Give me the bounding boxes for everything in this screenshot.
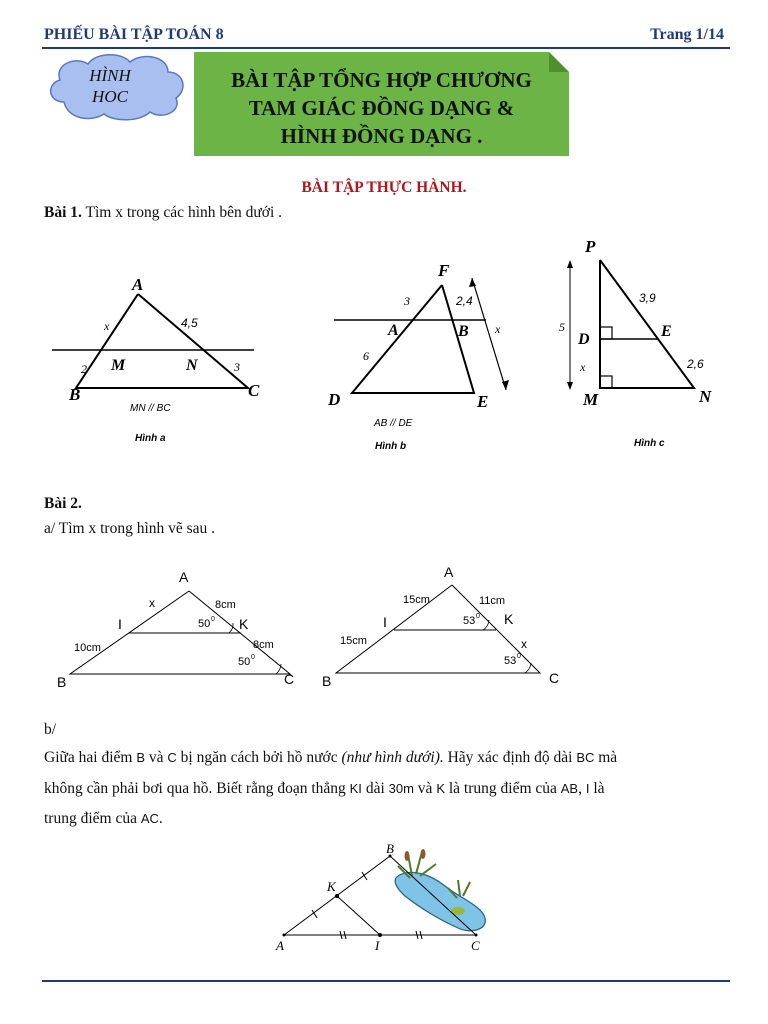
fig-d-deg2: 0 <box>251 654 255 661</box>
footer-rule <box>42 980 730 982</box>
fig-c-D: D <box>578 331 590 348</box>
fig-e-B: B <box>322 673 332 689</box>
fig-d-angle1: 50 <box>198 618 211 630</box>
fig-d-C: C <box>284 671 295 687</box>
fig-b-note: AB // DE <box>374 418 413 429</box>
fig-a-45: 4,5 <box>181 316 198 330</box>
fig-b-F: F <box>438 261 450 280</box>
fig-b-E: E <box>477 392 489 411</box>
fig-d-angle2: 50 <box>238 656 251 668</box>
figure-a <box>40 270 280 450</box>
fig-a-3: 3 <box>234 360 240 374</box>
fig-d-8a: 8cm <box>215 599 236 611</box>
part-b-line3: trung điểm của AC. <box>44 810 163 827</box>
fig-b-D: D <box>328 390 341 409</box>
fig-e-K: K <box>504 611 514 627</box>
fig-b-caption: Hình b <box>375 441 407 452</box>
cloud-badge <box>42 50 192 122</box>
fig-b-B: B <box>458 323 469 340</box>
fig-c-39: 3,9 <box>639 291 656 305</box>
banner-line1: BÀI TẬP TỔNG HỢP CHƯƠNG <box>231 68 532 92</box>
fig-b-3: 3 <box>404 294 410 308</box>
badge-line2: HOC <box>92 87 128 106</box>
fig-d-K: K <box>239 616 249 632</box>
fig-a-C: C <box>248 381 260 400</box>
fig-e-A: A <box>444 564 454 580</box>
fig-c-triangle <box>600 260 694 388</box>
fig-a-A: A <box>132 275 144 294</box>
figure-d <box>50 560 310 695</box>
lake-K: K <box>327 879 336 894</box>
exercise-1-text: Tìm x trong các hình bên dưới . <box>81 204 283 221</box>
fig-b-measure-line <box>472 278 506 390</box>
fig-e-angle2: 53 <box>504 655 517 667</box>
fig-e-x: x <box>521 637 527 651</box>
fig-e-I: I <box>383 614 387 630</box>
banner-line2: TAM GIÁC ĐỒNG DẠNG & <box>248 96 515 120</box>
fig-c-caption: Hình c <box>634 438 665 449</box>
fig-d-deg1: 0 <box>211 616 215 623</box>
fig-c-M: M <box>583 390 599 409</box>
fig-a-N: N <box>186 357 198 374</box>
fig-c-x: x <box>580 360 586 374</box>
fig-e-15a: 15cm <box>403 594 430 606</box>
figure-b <box>326 258 526 458</box>
fig-b-A: A <box>388 322 399 339</box>
fig-e-C: C <box>549 670 560 686</box>
section-title: BÀI TẬP THỰC HÀNH. <box>301 179 467 196</box>
exercise-2-label: Bài 2. <box>44 495 82 512</box>
lake-KI <box>337 896 380 935</box>
part-b-line1: Giữa hai điểm B và C bị ngăn cách bởi hồ nước (như hình dưới). Hãy xác định độ dài BC mà <box>44 749 618 766</box>
fig-a-x: x <box>104 319 110 333</box>
badge-line1: HÌNH <box>89 66 131 85</box>
fig-c-N: N <box>699 387 712 406</box>
fig-e-15b: 15cm <box>340 635 367 647</box>
fig-b-6: 6 <box>363 349 369 363</box>
fig-c-5: 5 <box>559 320 565 334</box>
fig-a-M: M <box>111 357 126 374</box>
banner-line3: HÌNH ĐỒNG DẠNG . <box>280 124 483 148</box>
title-banner <box>194 52 569 156</box>
fig-a-B: B <box>69 385 81 404</box>
lake-I: I <box>375 938 380 953</box>
page-number: Trang 1/14 <box>650 26 724 43</box>
part-b-label: b/ <box>44 721 57 738</box>
fig-a-2: 2 <box>81 362 87 376</box>
lake-C: C <box>471 938 480 953</box>
fig-a-caption: Hình a <box>135 433 166 444</box>
exercise-2a-text: a/ Tìm x trong hình vẽ sau . <box>44 520 216 537</box>
fig-c-E: E <box>661 323 672 340</box>
fig-c-P: P <box>585 237 596 256</box>
exercise-1-label: Bài 1. <box>44 204 82 221</box>
figure-lake <box>270 838 510 960</box>
fig-b-x: x <box>495 322 501 336</box>
header-rule <box>42 47 730 49</box>
fig-e-11: 11cm <box>479 595 506 607</box>
fig-d-A: A <box>179 569 189 585</box>
fig-d-x: x <box>149 596 155 610</box>
fig-c-26: 2,6 <box>687 357 704 371</box>
fig-d-8b: 8cm <box>253 639 274 651</box>
lake-B: B <box>386 841 394 856</box>
fig-e-deg1: 0 <box>476 613 480 620</box>
part-b-line2: không cần phải bơi qua hồ. Biết rằng đoạn thẳng KI dài 30m và K là trung điểm của AB, I là <box>44 780 605 797</box>
figure-c <box>556 232 736 452</box>
fig-b-24: 2,4 <box>456 294 473 308</box>
header-title: PHIẾU BÀI TẬP TOÁN 8 <box>44 26 224 43</box>
lake-A: A <box>276 938 284 953</box>
exercise-1-prompt <box>44 203 282 223</box>
fig-a-note: MN // BC <box>130 403 171 414</box>
figure-e <box>318 560 568 695</box>
fig-e-angle1: 53 <box>463 615 476 627</box>
fig-d-10: 10cm <box>74 642 101 654</box>
fig-a-triangle <box>76 294 248 388</box>
fig-e-deg2: 0 <box>517 653 521 660</box>
fig-d-I: I <box>118 616 122 632</box>
fig-d-B: B <box>57 674 67 690</box>
